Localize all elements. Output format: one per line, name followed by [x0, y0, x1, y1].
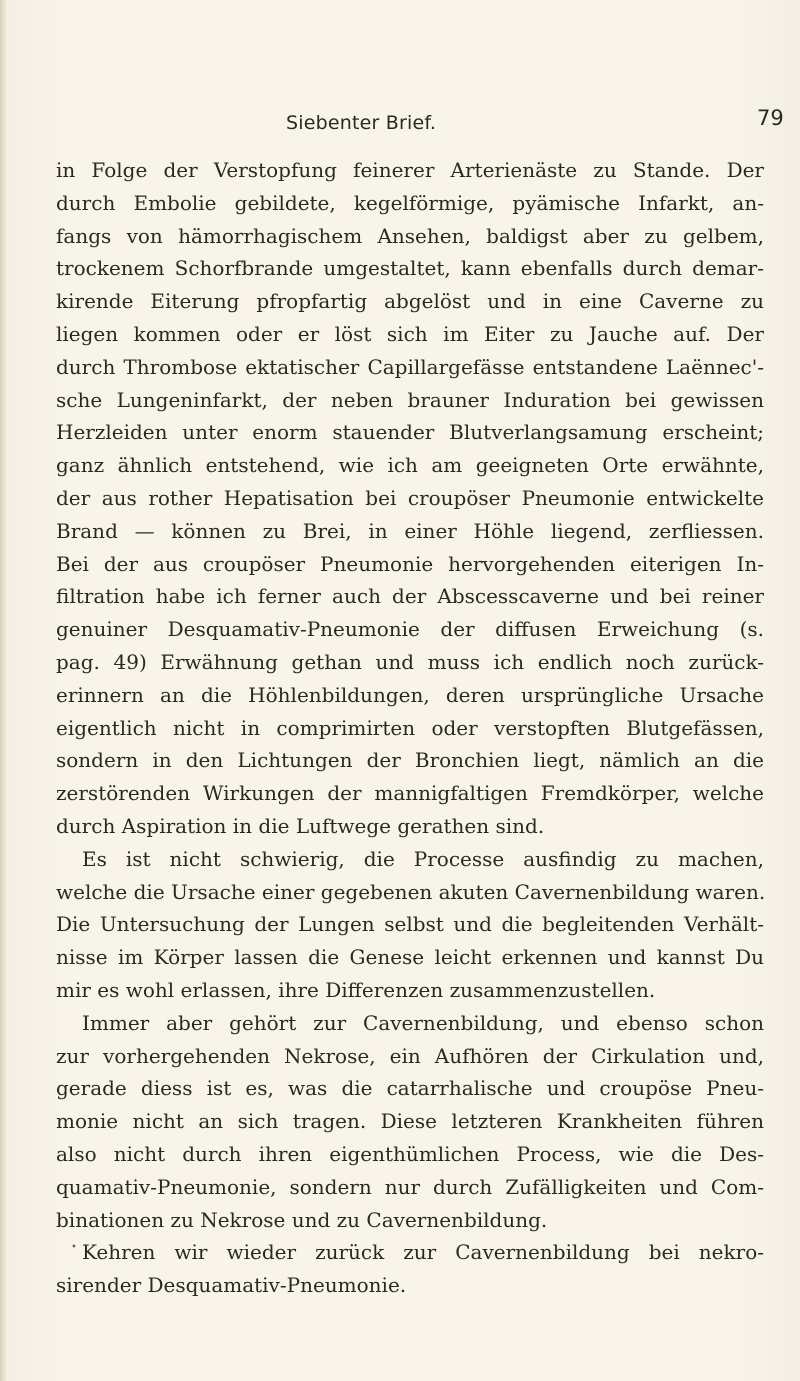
paragraph-end-line: binationen zu Nekrose und zu Cavernenbildung.: [56, 1207, 548, 1232]
text-line: genuiner Desquamativ-Pneumonie der diffusen Erweichung (s.: [56, 617, 764, 642]
paragraph-start-line: Immer aber gehört zur Cavernenbildung, und ebenso schon: [82, 1010, 764, 1035]
text-line: Brand — können zu Brei, in einer Höhle liegend, zerfliessen.: [56, 518, 764, 543]
text-line: Die Untersuchung der Lungen selbst und die begleitenden Verhält-: [56, 912, 764, 937]
paragraph-start-line: Kehren wir wieder zurück zur Cavernenbildung bei nekro-: [82, 1240, 764, 1265]
paragraph-end-line: mir es wohl erlassen, ihre Differenzen zusammenzustellen.: [56, 977, 656, 1002]
text-line: fangs von hämorrhagischem Ansehen, baldigst aber zu gelbem,: [56, 223, 764, 248]
text-line: pag. 49) Erwähnung gethan und muss ich endlich noch zurück-: [56, 649, 764, 674]
page-header: [0, 108, 800, 138]
text-line: durch Embolie gebildete, kegelförmige, pyämische Infarkt, an-: [56, 190, 764, 215]
text-line: zur vorhergehenden Nekrose, ein Aufhören der Cirkulation und,: [56, 1043, 764, 1068]
text-line: filtration habe ich ferner auch der Abscesscaverne und bei reiner: [56, 584, 764, 609]
text-line: eigentlich nicht in comprimirten oder verstopften Blutgefässen,: [56, 715, 764, 740]
text-line: in Folge der Verstopfung feinerer Arterienäste zu Stande. Der: [56, 158, 764, 182]
text-line: ganz ähnlich entstehend, wie ich am geeigneten Orte erwähnte,: [56, 453, 764, 478]
stray-print-mark: •: [71, 1242, 77, 1253]
page-number: 79: [757, 106, 784, 130]
text-line: erinnern an die Höhlenbildungen, deren ursprüngliche Ursache: [56, 682, 764, 707]
paragraph-end-line: sirender Desquamativ-Pneumonie.: [56, 1273, 407, 1298]
paragraph-end-line: durch Aspiration in die Luftwege gerathen sind.: [56, 813, 545, 838]
text-line: nisse im Körper lassen die Genese leicht erkennen und kannst Du: [56, 945, 764, 970]
text-line: Herzleiden unter enorm stauender Blutverlangsamung erscheint;: [56, 420, 764, 445]
text-line: also nicht durch ihren eigenthümlichen Process, wie die Des-: [56, 1141, 764, 1166]
text-line: zerstörenden Wirkungen der mannigfaltigen Fremdkörper, welche: [56, 781, 764, 806]
page-binding-edge: [0, 0, 6, 1381]
body-text: [56, 154, 764, 1302]
text-line: kirende Eiterung pfropfartig abgelöst und in eine Caverne zu: [56, 289, 764, 314]
paragraph-start-line: Es ist nicht schwierig, die Processe ausfindig zu machen,: [82, 846, 764, 871]
text-line: gerade diess ist es, was die catarrhalische und croupöse Pneu-: [56, 1076, 764, 1101]
text-line: liegen kommen oder er löst sich im Eiter zu Jauche auf. Der: [56, 321, 764, 346]
text-line: Bei der aus croupöser Pneumonie hervorgehenden eiterigen In-: [56, 551, 764, 576]
text-line: welche die Ursache einer gegebenen akuten Cavernenbildung waren.: [56, 879, 766, 904]
text-line: trockenem Schorfbrande umgestaltet, kann ebenfalls durch demar-: [56, 256, 764, 281]
text-line: quamativ-Pneumonie, sondern nur durch Zufälligkeiten und Com-: [56, 1174, 764, 1199]
running-title: Siebenter Brief.: [286, 112, 437, 134]
text-line: sche Lungeninfarkt, der neben brauner Induration bei gewissen: [56, 387, 764, 412]
text-line: monie nicht an sich tragen. Diese letzteren Krankheiten führen: [56, 1109, 764, 1134]
text-line: der aus rother Hepatisation bei croupöser Pneumonie entwickelte: [56, 485, 764, 510]
text-line: durch Thrombose ektatischer Capillargefässe entstandene Laënnec'-: [56, 354, 764, 379]
text-line: sondern in den Lichtungen der Bronchien liegt, nämlich an die: [56, 748, 764, 773]
